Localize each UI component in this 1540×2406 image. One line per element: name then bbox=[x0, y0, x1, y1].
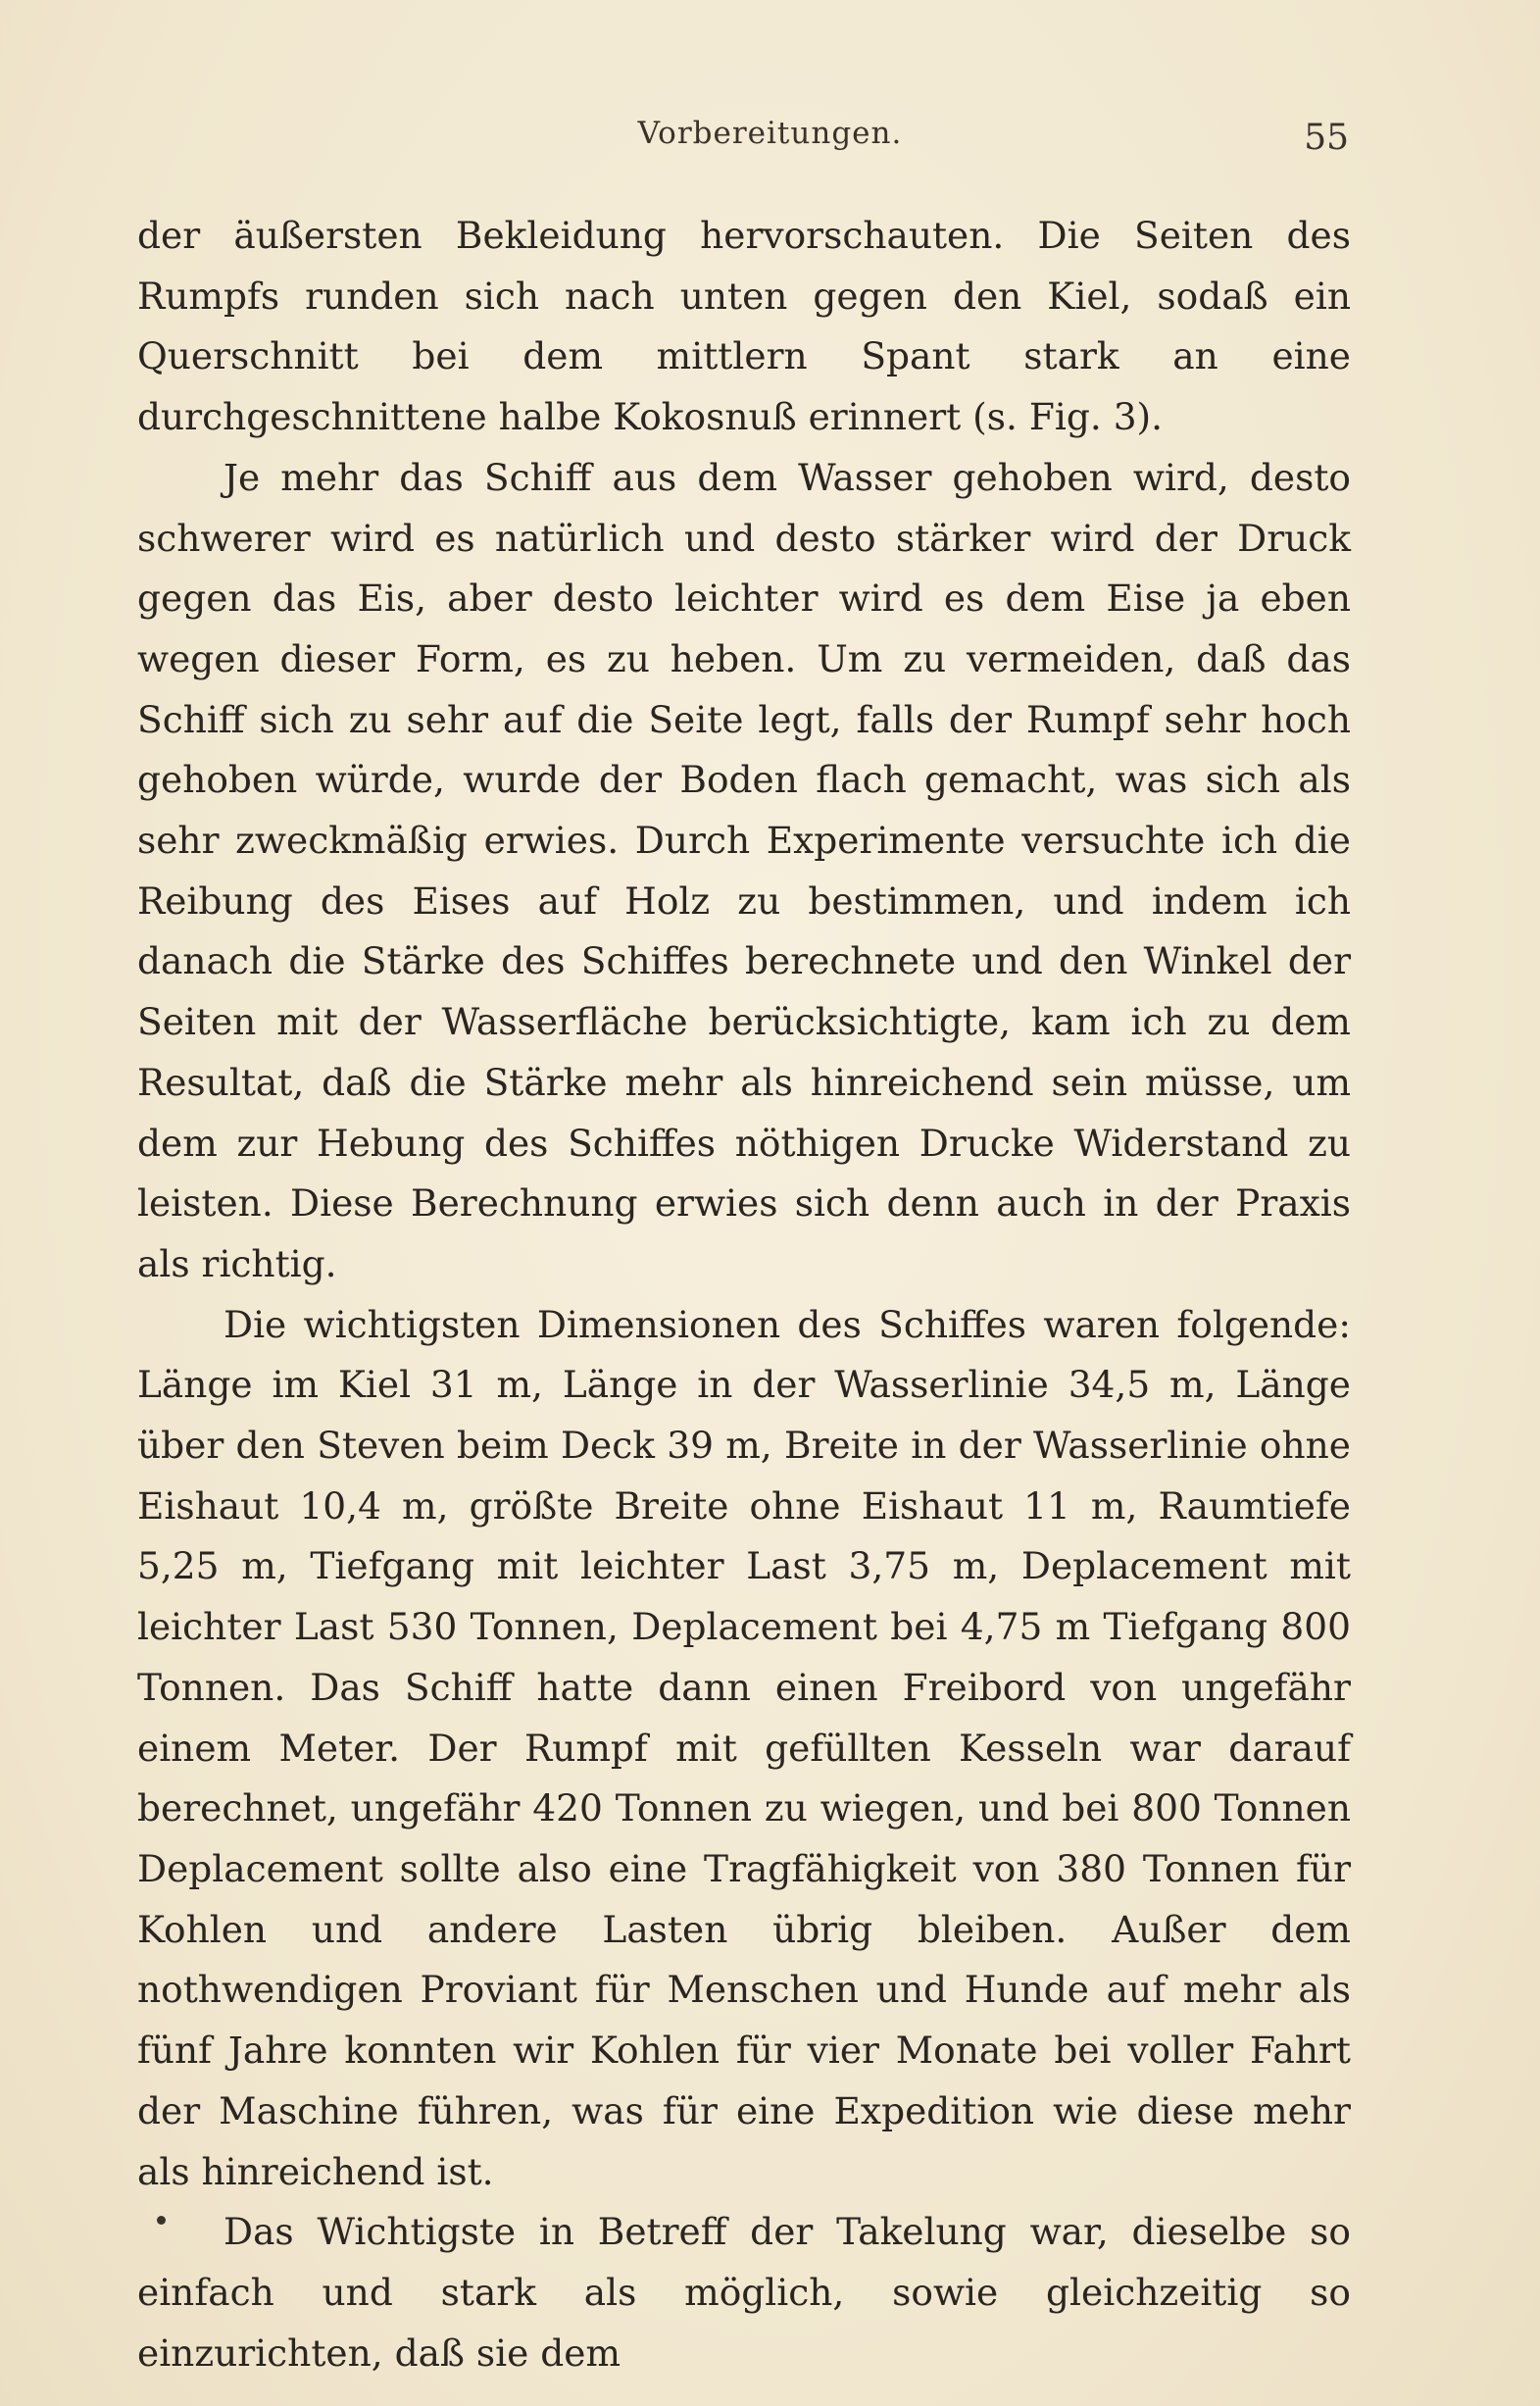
page-number: 55 bbox=[1304, 118, 1349, 158]
paragraph-3: Die wichtigsten Dimensionen des Schiffes waren folgende: Länge im Kiel 31 m, Länge in der Wasserlinie 34,5 m, Länge über den Steven beim Deck 39 m, Breite in der Wasserlinie ohne Eishaut 10,4 m, größte Breite ohne Eishaut 11 m, Raumtiefe 5,25 m, Tiefgang mit leichter Last 3,75 m, Deplacement mit leichter Last 530 Tonnen, Deplacement bei 4,75 m Tiefgang 800 Tonnen. Das Schiff hatte dann einen Freibord von ungefähr einem Meter. Der Rumpf mit gefüllten Kesseln war darauf berechnet, ungefähr 420 Tonnen zu wiegen, und bei 800 Tonnen Deplacement sollte also eine Tragfähigkeit von 380 Tonnen für Kohlen und andere Lasten übrig bleiben. Außer dem nothwendigen Proviant für Menschen und Hunde auf mehr als fünf Jahre konnten wir Kohlen für vier Monate bei voller Fahrt der Maschine führen, was für eine Expedition wie diese mehr als hinreichend ist. bbox=[137, 1302, 1351, 2193]
ink-speck bbox=[157, 2216, 166, 2225]
paragraph-2: Je mehr das Schiff aus dem Wasser gehoben wird, desto schwerer wird es natürlich und desto stärker wird der Druck gegen das Eis, aber desto leichter wird es dem Eise ja eben wegen dieser Form, es zu heben. Um zu vermeiden, daß das Schiff sich zu sehr auf die Seite legt, falls der Rumpf sehr hoch gehoben würde, wurde der Boden flach gemacht, was sich als sehr zweckmäßig erwies. Durch Experimente versuchte ich die Reibung des Eises auf Holz zu bestimmen, und indem ich danach die Stärke des Schiffes berechnete und den Winkel der Seiten mit der Wasserfläche berücksichtigte, kam ich zu dem Resultat, daß die Stärke mehr als hinreichend sein müsse, um dem zur Hebung des Schiffes nöthigen Drucke Widerstand zu leisten. Diese Berechnung erwies sich denn auch in der Praxis als richtig. bbox=[137, 455, 1351, 1285]
running-head bbox=[0, 116, 1540, 175]
running-title: Vorbereitungen. bbox=[637, 116, 903, 151]
paragraph-4: Das Wichtigste in Betreff der Takelung war, dieselbe so einfach und stark als möglich, sowie gleichzeitig so einzurichten, daß sie dem bbox=[137, 2210, 1351, 2375]
body-text bbox=[137, 206, 1351, 2383]
paragraph-1: der äußersten Bekleidung hervorschauten. Die Seiten des Rumpfs runden sich nach unten gegen den Kiel, sodaß ein Querschnitt bei dem mittlern Spant stark an eine durchgeschnittene halbe Kokosnuß erinnert (s. Fig. 3). bbox=[137, 214, 1351, 439]
